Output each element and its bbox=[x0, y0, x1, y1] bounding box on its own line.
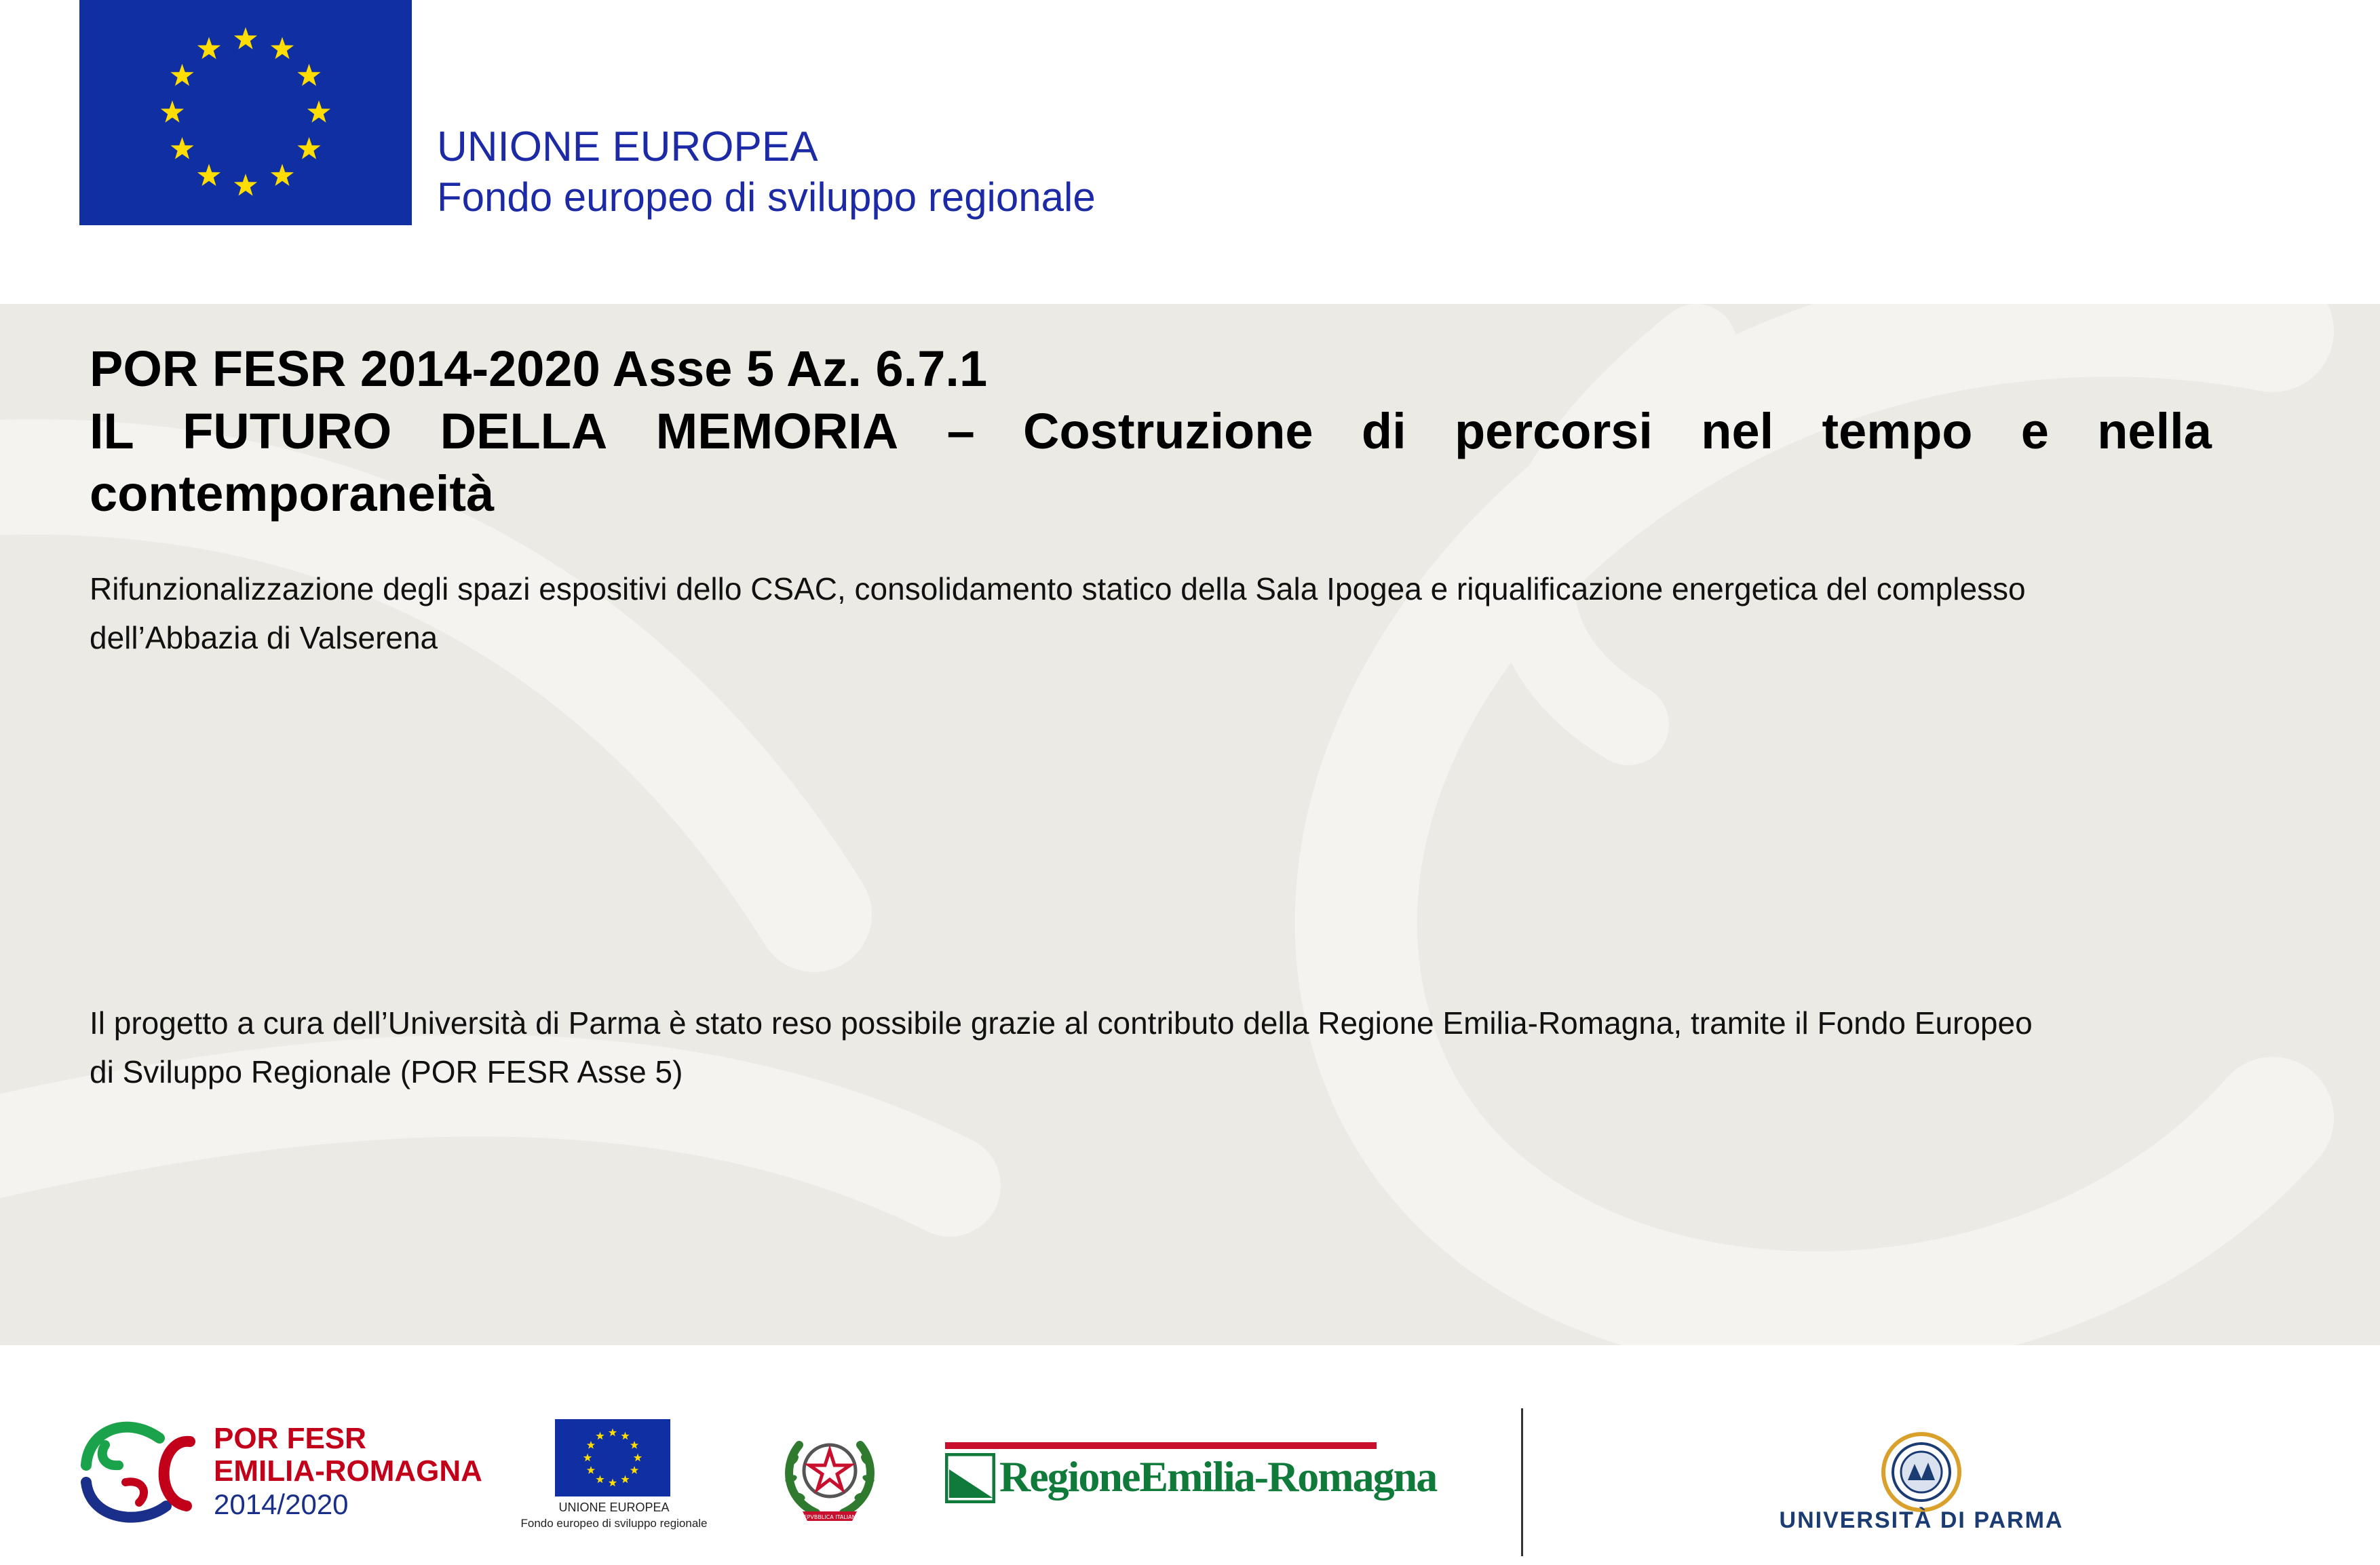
por-fesr-logo bbox=[78, 1418, 482, 1526]
svg-text:REPVBBLICA ITALIANA: REPVBBLICA ITALIANA bbox=[799, 1514, 860, 1520]
project-description bbox=[90, 564, 2212, 662]
heading-word: percorsi bbox=[1454, 403, 1653, 459]
small-eu-title: UNIONE EUROPEA bbox=[558, 1501, 670, 1514]
description-line-1: Rifunzionalizzazione degli spazi espositivi dello CSAC, consolidamento statico della Sala Ipogea e riqualificazione energetica del complesso bbox=[90, 571, 2026, 606]
project-heading bbox=[90, 338, 2212, 525]
heading-word: nel bbox=[1701, 403, 1774, 459]
regione-emilia-romagna-logo-icon bbox=[945, 1453, 995, 1503]
regione-emilia-romagna-logo bbox=[945, 1442, 1437, 1507]
region-logo-bar bbox=[945, 1442, 1377, 1449]
heading-word: e bbox=[2020, 403, 2049, 459]
por-fesr-title: POR FESR bbox=[214, 1422, 366, 1455]
heading-word: – bbox=[946, 403, 975, 459]
eu-flag-icon bbox=[79, 0, 412, 225]
description-line-2: dell’Abbazia di Valserena bbox=[90, 620, 438, 655]
heading-word: FUTURO bbox=[183, 403, 392, 459]
region-name: RegioneEmilia-Romagna bbox=[999, 1452, 1437, 1501]
heading-word: IL bbox=[90, 403, 134, 459]
small-eu-subtitle: Fondo europeo di sviluppo regionale bbox=[520, 1517, 708, 1530]
eu-flag-svg bbox=[79, 0, 412, 225]
small-eu-flag-svg bbox=[555, 1419, 670, 1496]
eu-subtitle: Fondo europeo di sviluppo regionale bbox=[437, 174, 1096, 220]
funding-credit bbox=[90, 999, 2212, 1096]
por-fesr-logo-icon bbox=[78, 1418, 207, 1526]
heading-word: di bbox=[1361, 403, 1406, 459]
italian-republic-emblem-icon bbox=[779, 1418, 881, 1526]
por-fesr-region: EMILIA-ROMAGNA bbox=[214, 1454, 482, 1488]
por-fesr-period: 2014/2020 bbox=[214, 1488, 349, 1520]
credit-line-2: di Sviluppo Regionale (POR FESR Asse 5) bbox=[90, 1054, 683, 1089]
footer-divider bbox=[1521, 1408, 1523, 1556]
heading-line-3: contemporaneità bbox=[90, 465, 495, 522]
heading-word: MEMORIA bbox=[655, 403, 899, 459]
heading-word: Costruzione bbox=[1023, 403, 1313, 459]
small-eu-flag-icon bbox=[555, 1419, 670, 1496]
heading-line-2 bbox=[90, 400, 2212, 463]
credit-line-1: Il progetto a cura dell’Università di Parma è stato reso possibile grazie al contributo della Regione Emilia-Romagna, tramite il Fondo Europeo bbox=[90, 1005, 2033, 1041]
heading-word: tempo bbox=[1822, 403, 1973, 459]
heading-word: nella bbox=[2097, 403, 2212, 459]
heading-word: DELLA bbox=[440, 403, 608, 459]
university-name: UNIVERSITÀ DI PARMA bbox=[1779, 1507, 2064, 1533]
university-seal-icon bbox=[1881, 1431, 1962, 1513]
eu-title: UNIONE EUROPEA bbox=[437, 123, 818, 170]
heading-line-1: POR FESR 2014-2020 Asse 5 Az. 6.7.1 bbox=[90, 341, 988, 397]
